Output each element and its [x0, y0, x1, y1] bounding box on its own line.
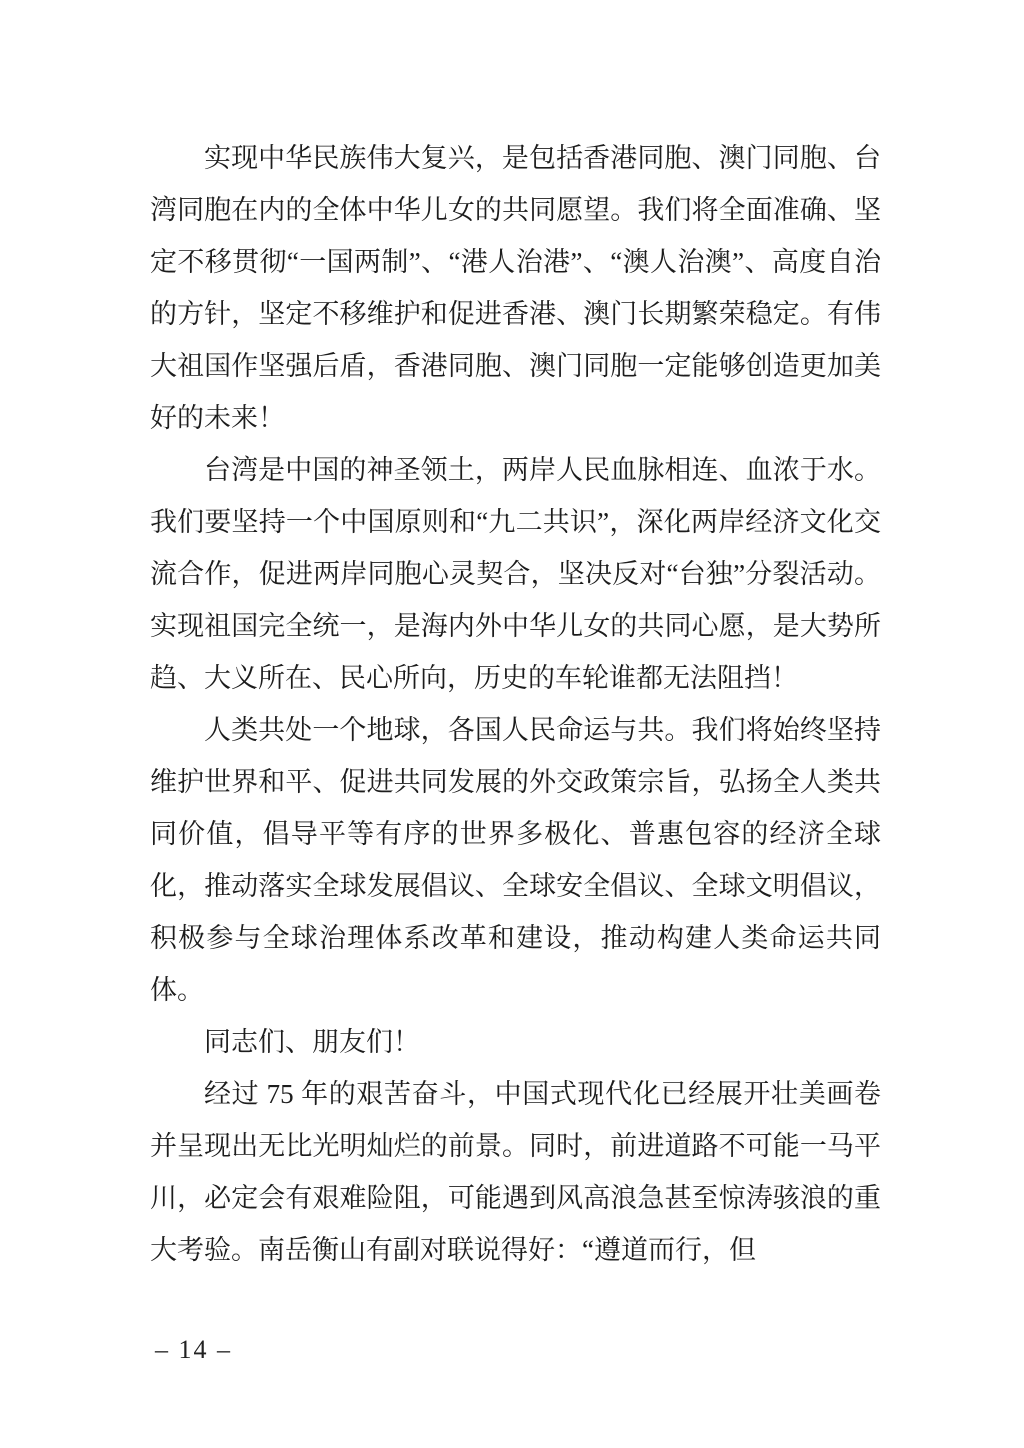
- page-number: – 14 –: [155, 1335, 232, 1364]
- paragraph-75-years-modernization: 经过 75 年的艰苦奋斗，中国式现代化已经展开壮美画卷并呈现出无比光明灿烂的前景。同时，前进道路不可能一马平川，必定会有艰难险阻，可能遇到风高浪急甚至惊涛骇浪的重大考验。南岳衡山有副对联说得好：“遵道而行，但: [150, 1079, 881, 1265]
- paragraph-taiwan: 台湾是中国的神圣领土，两岸人民血脉相连、血浓于水。我们要坚持一个中国原则和“九二共识”，深化两岸经济文化交流合作，促进两岸同胞心灵契合，坚决反对“台独”分裂活动。实现祖国完全统一，是海内外中华儿女的共同心愿，是大势所趋、大义所在、民心所向，历史的车轮谁都无法阻挡！: [150, 455, 881, 693]
- paragraph-reunification-hk-macao: 实现中华民族伟大复兴，是包括香港同胞、澳门同胞、台湾同胞在内的全体中华儿女的共同愿望。我们将全面准确、坚定不移贯彻“一国两制”、“港人治港”、“澳人治澳”、高度自治的方针，坚定不移维护和促进香港、澳门长期繁荣稳定。有伟大祖国作坚强后盾，香港同胞、澳门同胞一定能够创造更加美好的未来！: [150, 143, 881, 433]
- document-body: [150, 132, 881, 1276]
- paragraph-comrades-friends-salutation: 同志们、朋友们！: [204, 1027, 420, 1057]
- paragraph-global-community: 人类共处一个地球，各国人民命运与共。我们将始终坚持维护世界和平、促进共同发展的外交政策宗旨，弘扬全人类共同价值，倡导平等有序的世界多极化、普惠包容的经济全球化，推动落实全球发展倡议、全球安全倡议、全球文明倡议，积极参与全球治理体系改革和建设，推动构建人类命运共同体。: [150, 715, 881, 1005]
